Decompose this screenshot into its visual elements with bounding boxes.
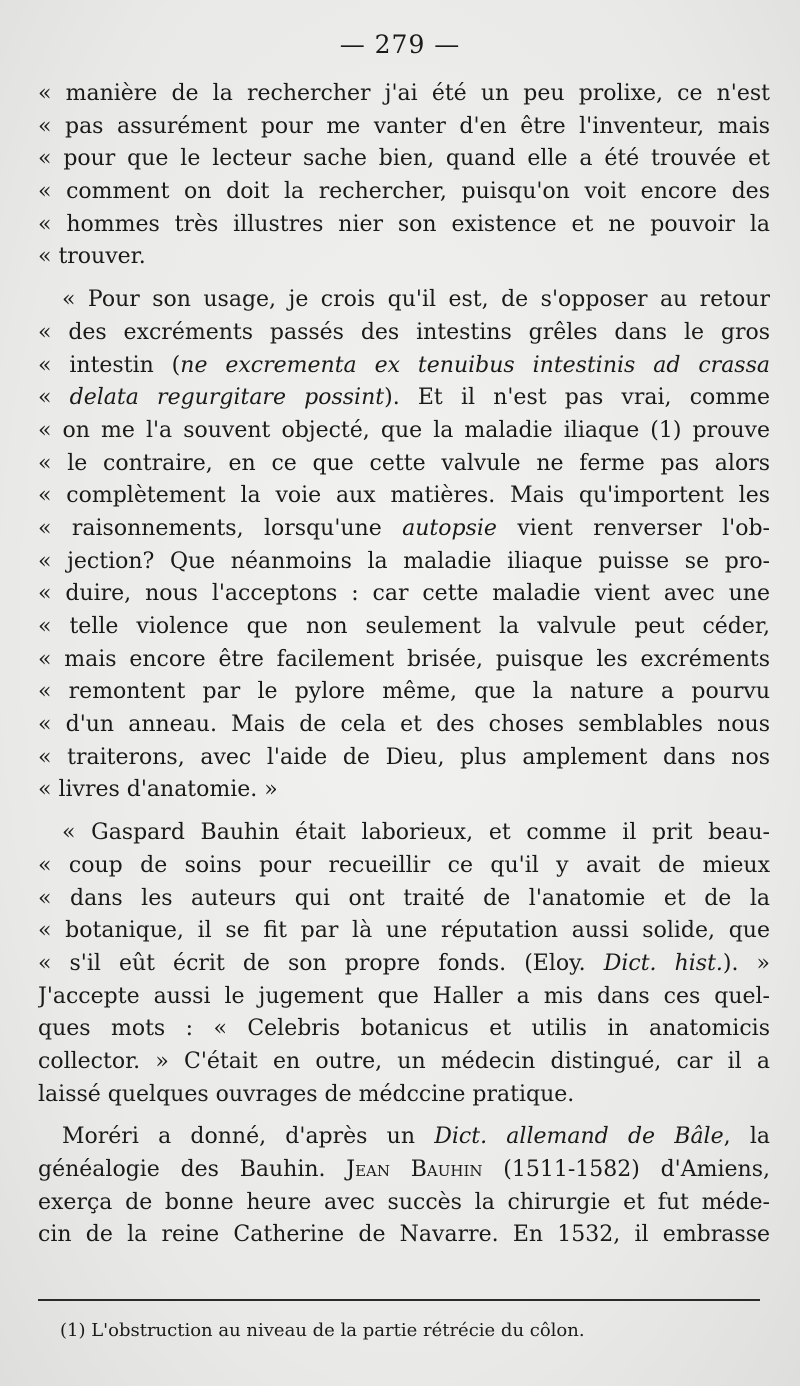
text-line: « livres d'anatomie. » xyxy=(38,777,278,803)
text-line: cin de la reine Catherine de Navarre. En 1532, il embrasse xyxy=(38,1222,770,1248)
text-line: « botanique, il se fit par là une réputation aussi solide, que xyxy=(38,918,770,944)
text-line: « hommes très illustres nier son existence et ne pouvoir la xyxy=(38,211,770,237)
text-line: Moréri a donné, d'après un Dict. allemand de Bâle, la xyxy=(62,1124,770,1150)
text-line: « trouver. xyxy=(38,244,146,270)
text-line: « des excréments passés des intestins grêles dans le gros xyxy=(38,319,770,345)
text-line: « coup de soins pour recueillir ce qu'il y avait de mieux xyxy=(38,852,770,878)
text-line: « pour que le lecteur sache bien, quand elle a été trouvée et xyxy=(38,146,770,172)
text-line: « traiterons, avec l'aide de Dieu, plus amplement dans nos xyxy=(38,744,770,770)
text-line: « dans les auteurs qui ont traité de l'anatomie et de la xyxy=(38,885,770,911)
text-line: « Gaspard Bauhin était laborieux, et comme il prit beau- xyxy=(62,820,770,846)
text-line: laissé quelques ouvrages de médccine pratique. xyxy=(38,1081,575,1107)
text-line: exerça de bonne heure avec succès la chirurgie et fut méde- xyxy=(38,1189,770,1215)
text-line: ques mots : « Celebris botanicus et utilis in anatomicis xyxy=(38,1016,770,1042)
text-line: « le contraire, en ce que cette valvule ne ferme pas alors xyxy=(38,450,770,476)
text-line: « Pour son usage, je crois qu'il est, de s'opposer au retour xyxy=(62,287,770,313)
text-line: collector. » C'était en outre, un médecin distingué, car il a xyxy=(38,1048,770,1074)
text-line: « delata regurgitare possint). Et il n'est pas vrai, comme xyxy=(38,385,770,411)
footnote-divider xyxy=(38,1299,760,1301)
text-line: « pas assurément pour me vanter d'en être l'inventeur, mais xyxy=(38,113,770,139)
text-line: « manière de la rechercher j'ai été un peu prolixe, ce n'est xyxy=(38,81,770,106)
text-line: « d'un anneau. Mais de cela et des choses semblables nous xyxy=(38,712,770,738)
body-text xyxy=(38,78,770,1252)
text-line: généalogie des Bauhin. Jean Bauhin (1511-1582) d'Amiens, xyxy=(38,1157,770,1182)
text-line: « raisonnements, lorsqu'une autopsie vient renverser l'ob- xyxy=(38,515,770,541)
text-line: J'accepte aussi le jugement que Haller a mis dans ces quel- xyxy=(38,983,770,1009)
text-line: « remontent par le pylore même, que la nature a pourvu xyxy=(38,679,770,705)
text-line: « on me l'a souvent objecté, que la maladie iliaque (1) prouve xyxy=(38,417,770,443)
text-line: « duire, nous l'acceptons : car cette maladie vient avec une xyxy=(38,581,770,607)
text-line: « intestin (ne excrementa ex tenuibus intestinis ad crassa xyxy=(38,352,770,378)
text-line: « comment on doit la rechercher, puisqu'on voit encore des xyxy=(38,179,770,205)
text-line: « jection? Que néanmoins la maladie iliaque puisse se pro- xyxy=(38,548,770,574)
text-line: « s'il eût écrit de son propre fonds. (Eloy. Dict. hist.). » xyxy=(38,950,770,976)
text-line: « complètement la voie aux matières. Mais qu'importent les xyxy=(38,483,770,509)
footnote: (1) L'obstruction au niveau de la partie rétrécie du côlon. xyxy=(60,1320,585,1341)
text-line: « telle violence que non seulement la valvule peut céder, xyxy=(38,614,770,639)
page-number: — 279 — xyxy=(339,30,461,59)
text-line: « mais encore être facilement brisée, puisque les excréments xyxy=(38,646,770,672)
